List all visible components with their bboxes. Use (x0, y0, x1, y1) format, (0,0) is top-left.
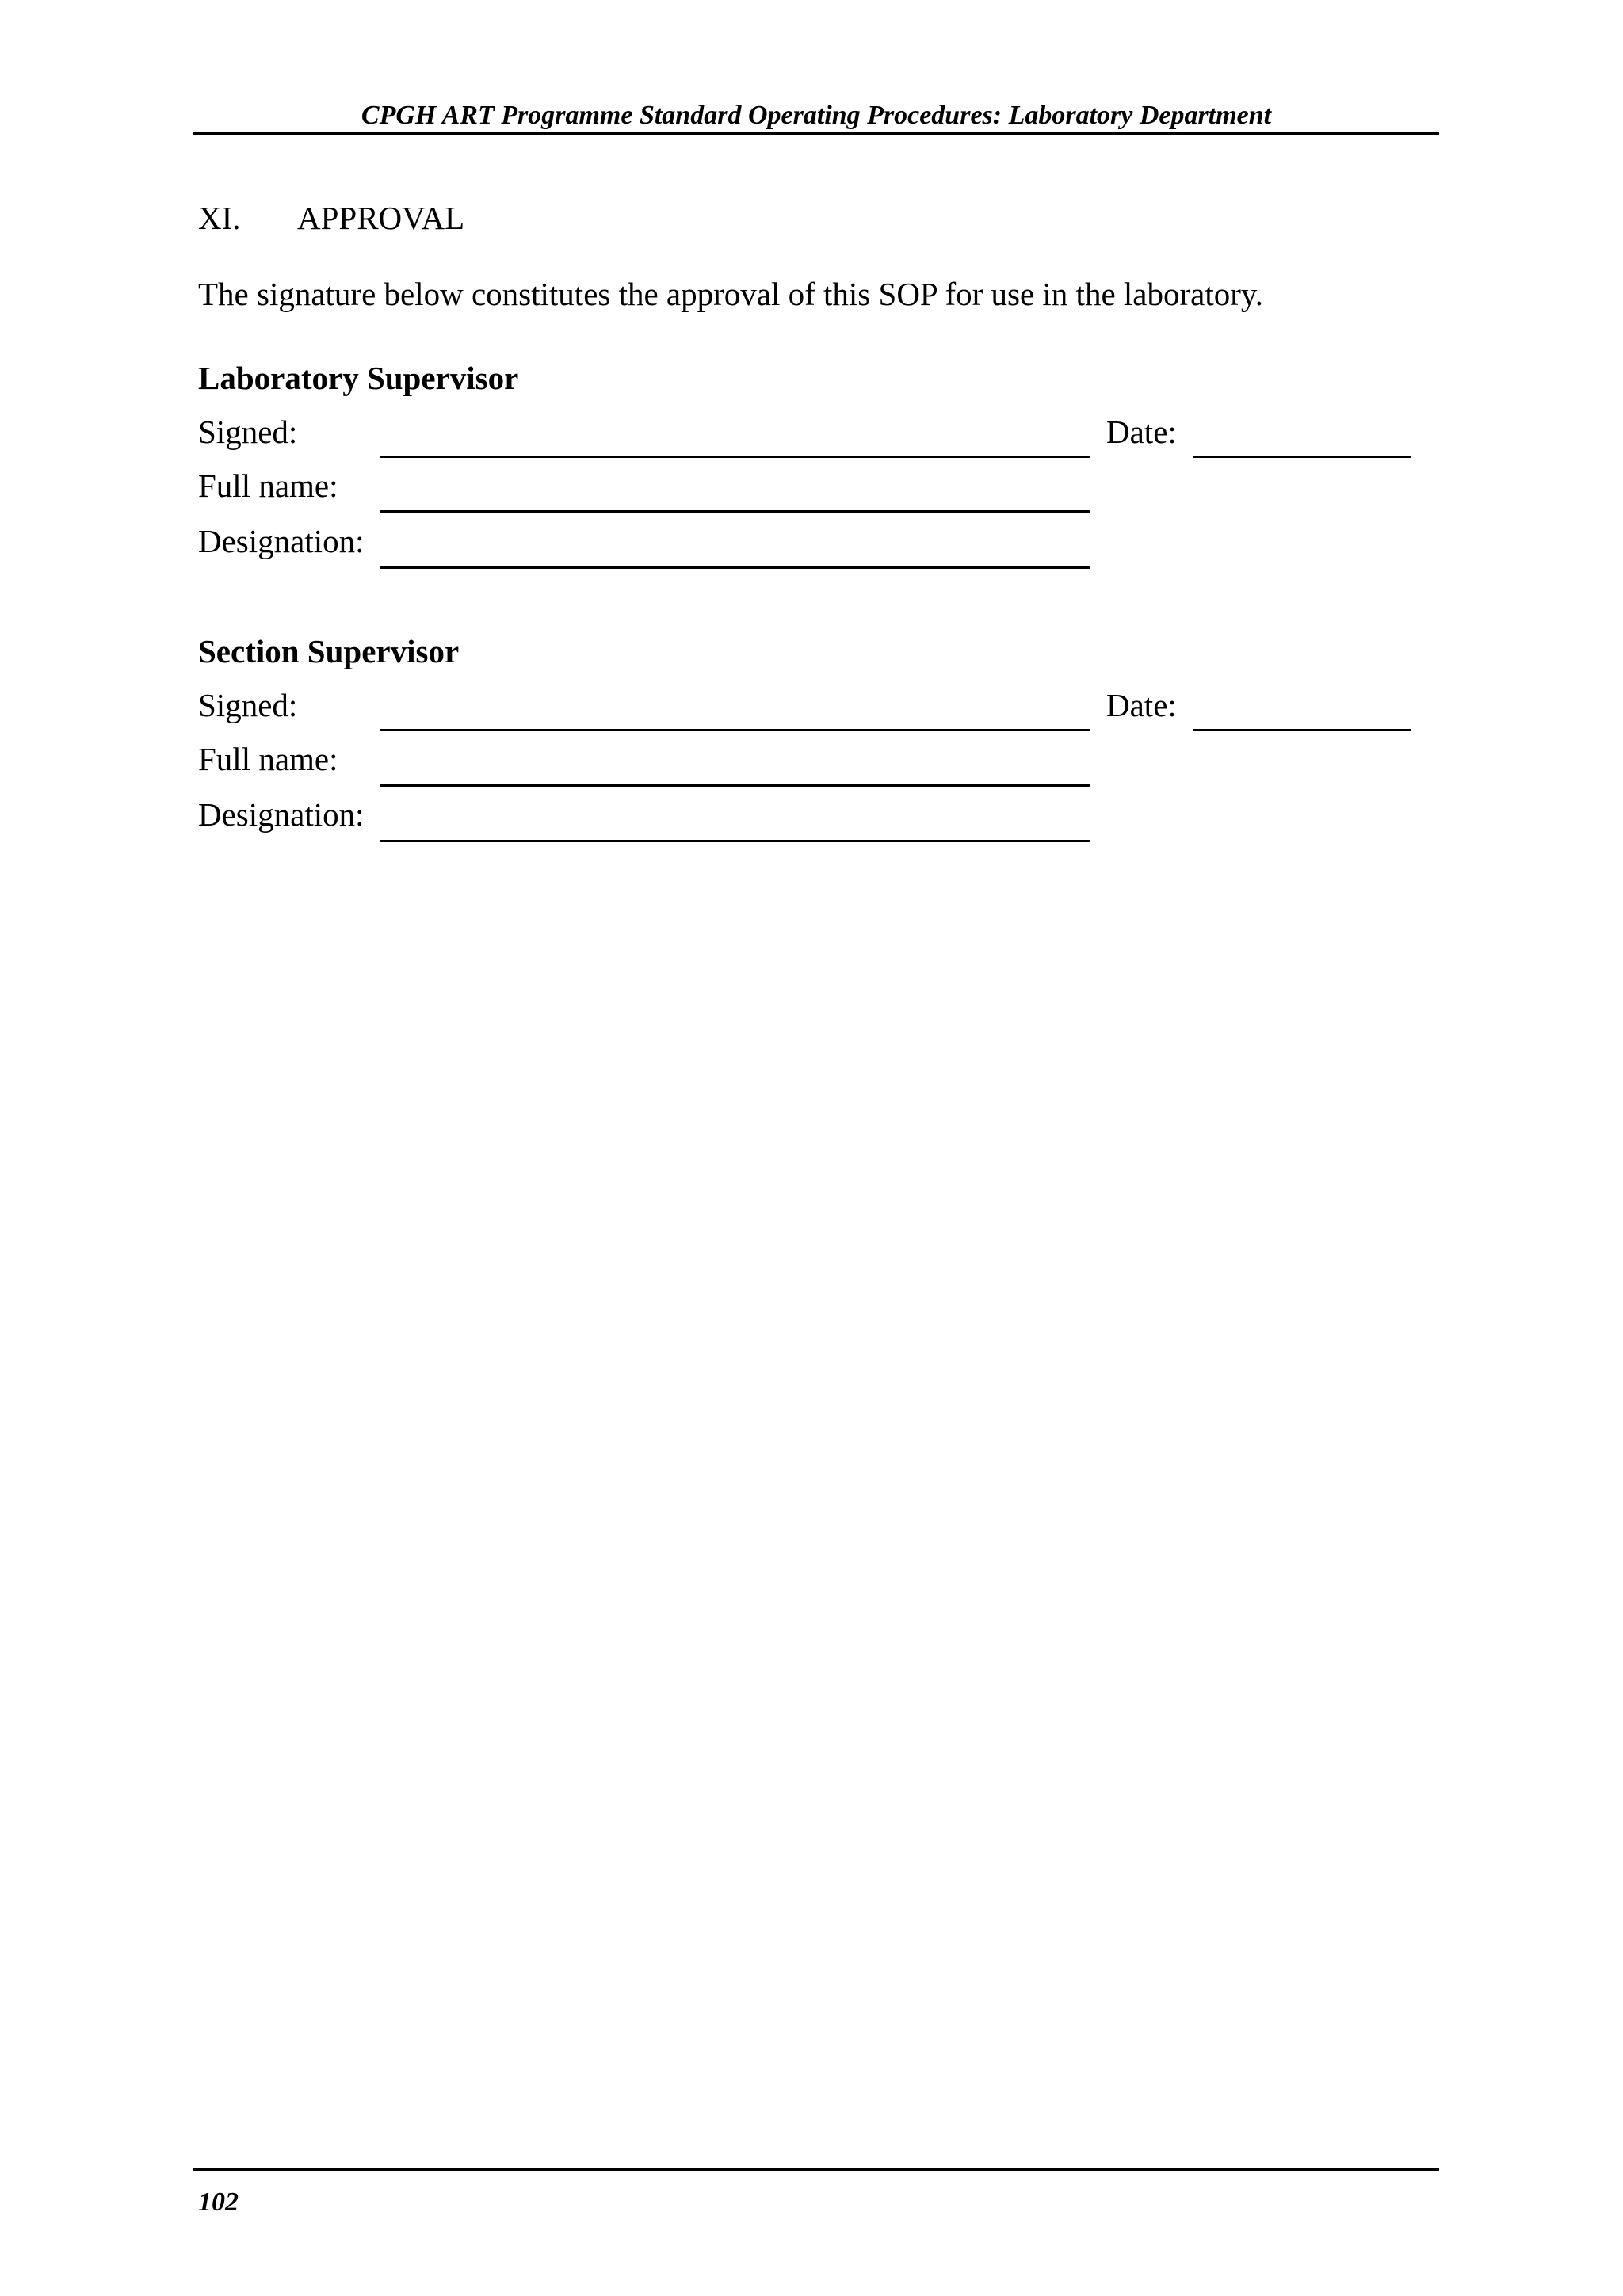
section-date-line[interactable] (1193, 729, 1411, 731)
lab-signed-line[interactable] (380, 456, 1090, 458)
lab-date-label: Date: (1106, 414, 1177, 450)
section-designation-label: Designation: (198, 796, 365, 833)
running-header-title: CPGH ART Programme Standard Operating Procedures: Laboratory Department (361, 101, 1272, 130)
lab-date-line[interactable] (1193, 456, 1411, 458)
laboratory-supervisor-heading: Laboratory Supervisor (198, 360, 519, 396)
section-title: APPROVAL (297, 200, 465, 236)
approval-statement: The signature below constitutes the approval of this SOP for use in the laboratory. (198, 276, 1263, 312)
section-date-label: Date: (1106, 687, 1177, 723)
footer-rule (193, 2168, 1439, 2171)
section-full-name-label: Full name: (198, 741, 338, 777)
lab-full-name-line[interactable] (380, 510, 1090, 513)
section-signed-label: Signed: (198, 687, 298, 723)
running-header (193, 97, 1439, 135)
section-supervisor-heading: Section Supervisor (198, 633, 460, 669)
section-heading (198, 198, 464, 238)
lab-signed-label: Signed: (198, 414, 298, 450)
page-number: 102 (198, 2187, 239, 2217)
lab-designation-label: Designation: (198, 523, 365, 559)
section-full-name-line[interactable] (380, 784, 1090, 787)
section-designation-line[interactable] (380, 840, 1090, 842)
lab-designation-line[interactable] (380, 566, 1090, 569)
lab-full-name-label: Full name: (198, 467, 338, 504)
section-number: XI. (198, 200, 241, 236)
section-signed-line[interactable] (380, 729, 1090, 731)
